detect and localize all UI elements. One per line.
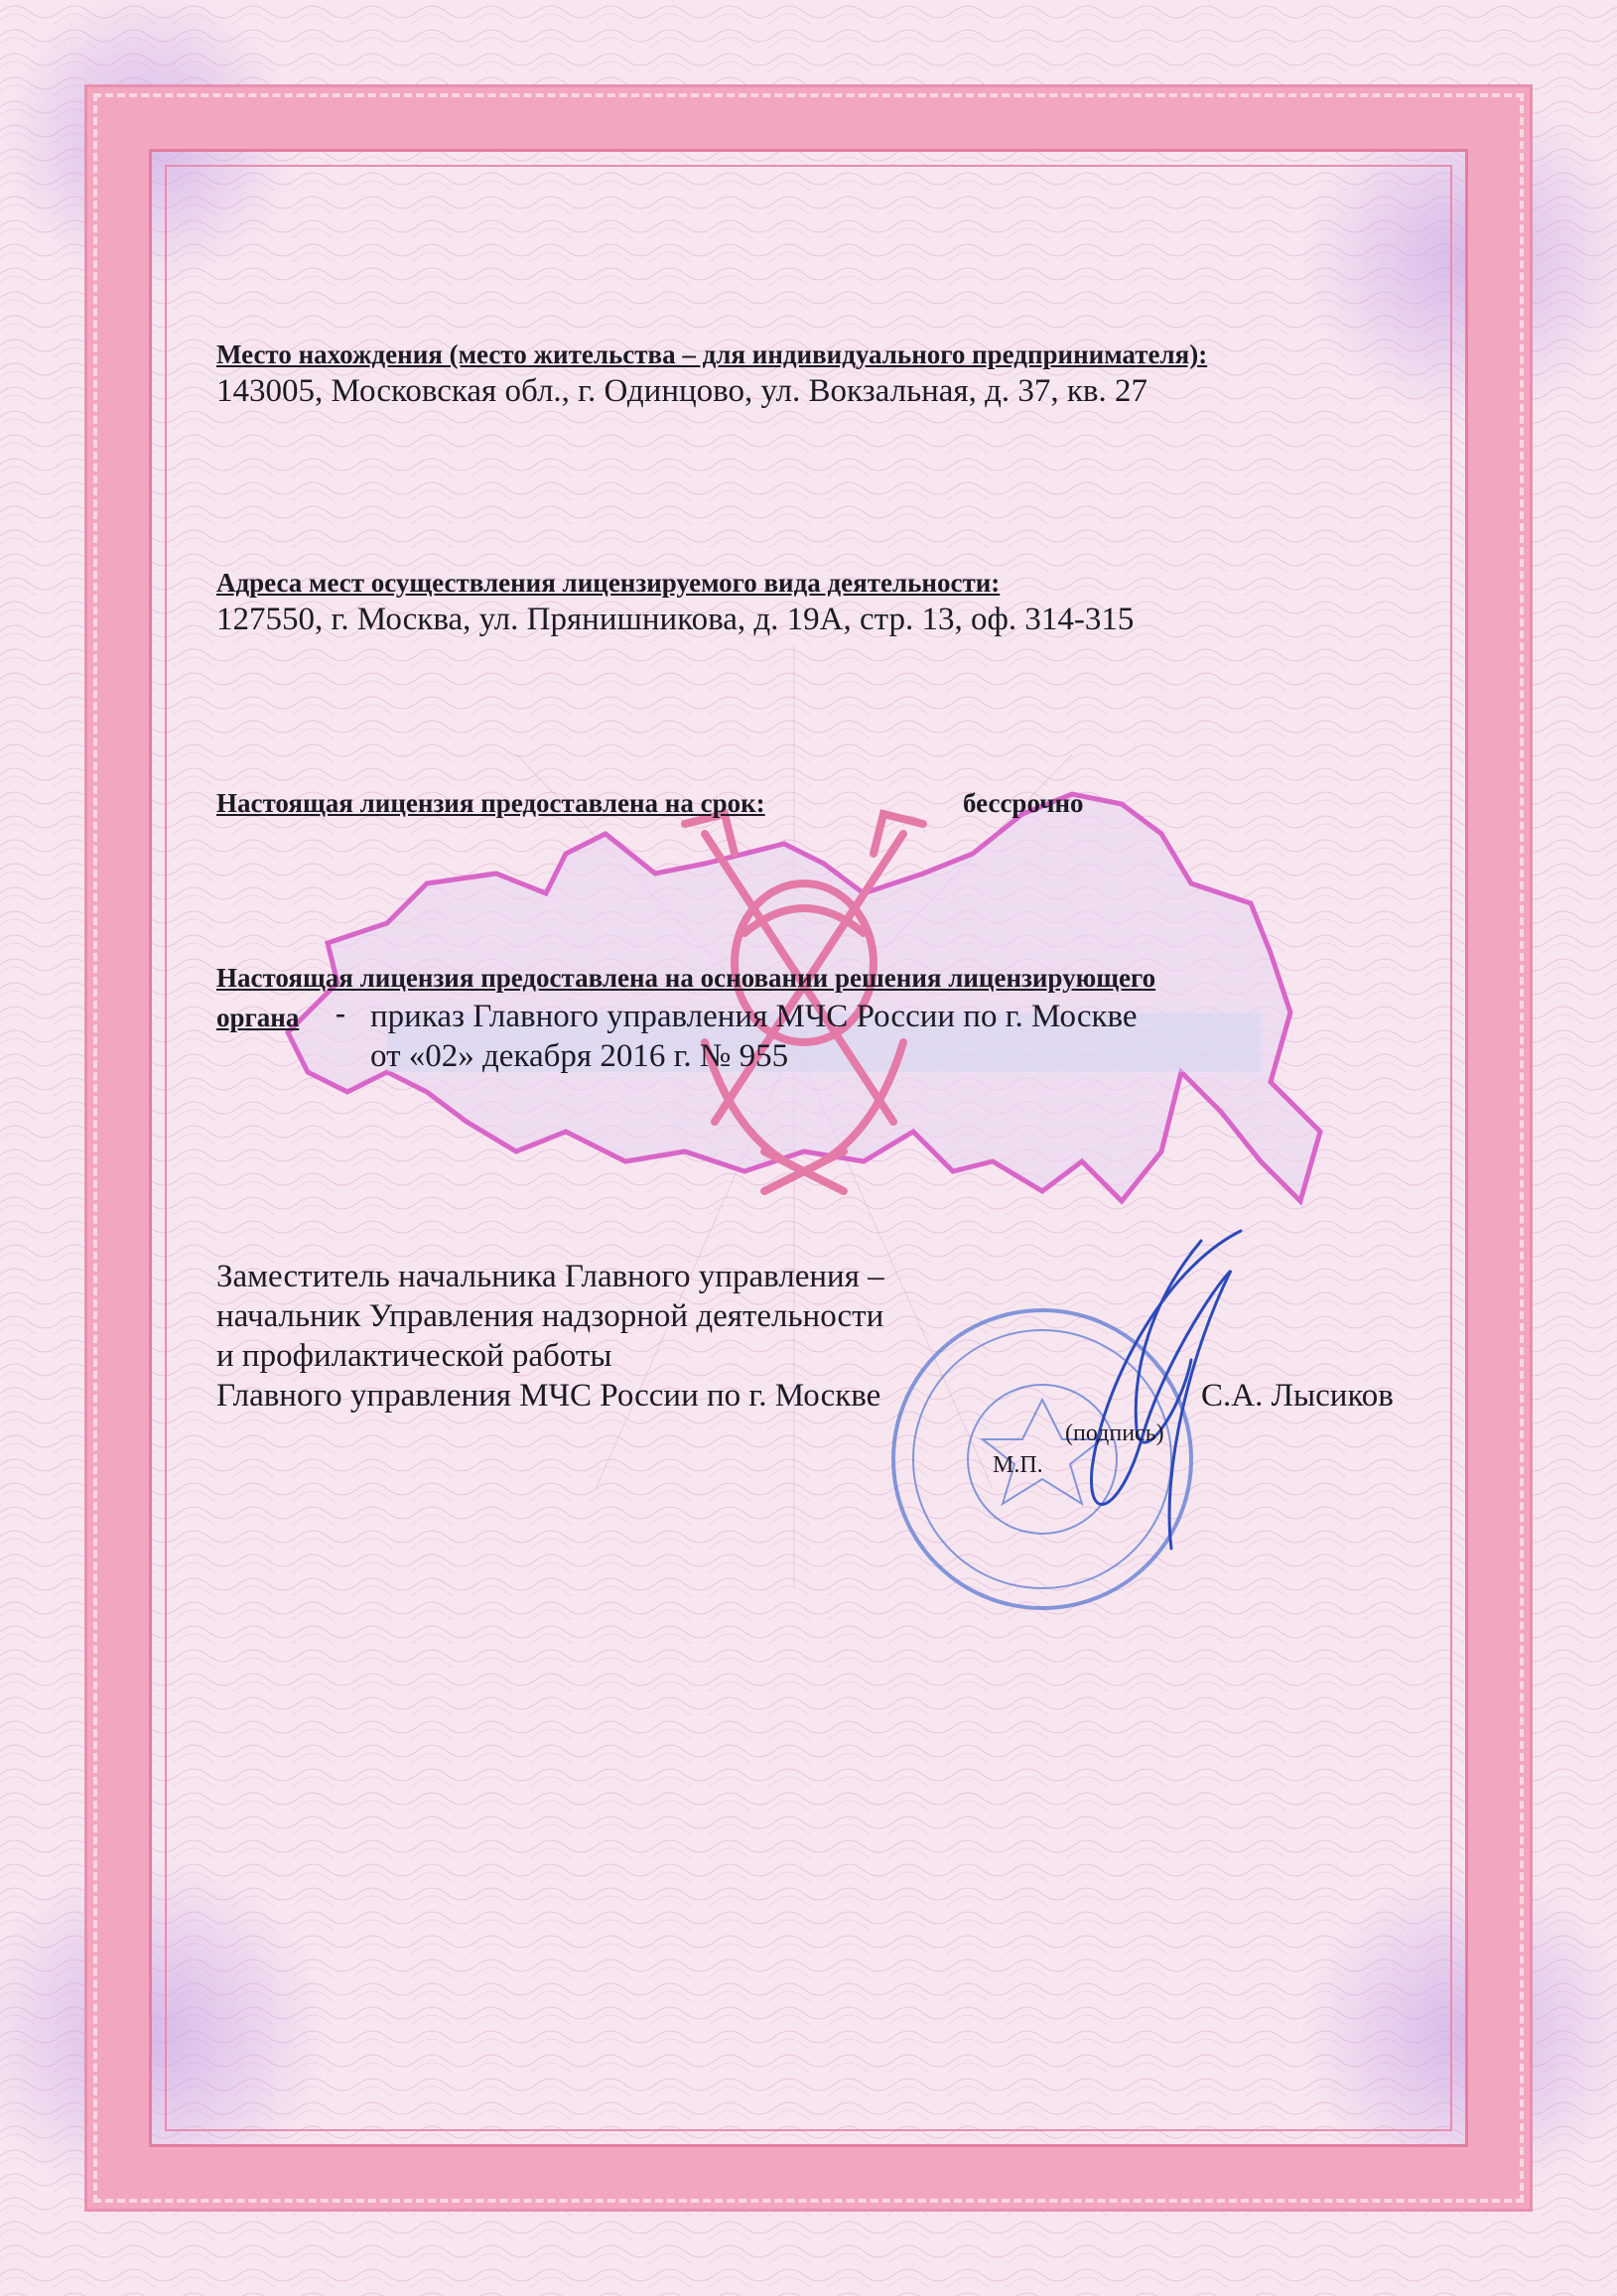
basis-section [216, 961, 1437, 1100]
location-section [216, 338, 1207, 411]
basis-label-line1: Настоящая лицензия предоставлена на основании решения лицензирующего [216, 963, 1156, 993]
basis-dash: - [336, 997, 345, 1029]
basis-label-line2: органа [216, 1003, 300, 1032]
term-label: Настоящая лицензия предоставлена на срок: [216, 788, 765, 818]
activity-address-label: Адреса мест осуществления лицензируемого вида деятельности: [216, 568, 1001, 598]
term-value: бессрочно [963, 788, 1084, 818]
signature-caption: (подпись) [1065, 1420, 1164, 1446]
signature-section [216, 1257, 1437, 1515]
location-label: Место нахождения (место жительства – для индивидуального предпринимателя): [216, 339, 1208, 369]
basis-order-line2: от «02» декабря 2016 г. № 955 [370, 1038, 789, 1074]
activity-address-section [216, 566, 1134, 639]
term-section [216, 786, 1308, 826]
seal-caption: М.П. [993, 1452, 1043, 1478]
signer-name: С.А. Лысиков [1201, 1378, 1394, 1414]
basis-order-line1: приказ Главного управления МЧС России по г. Москве [370, 999, 1138, 1034]
signer-position-line1: Заместитель начальника Главного управления – [216, 1259, 884, 1294]
location-value: 143005, Московская обл., г. Одинцово, ул. Вокзальная, д. 37, кв. 27 [216, 373, 1148, 409]
signer-position-line3: и профилактической работы [216, 1338, 612, 1374]
signer-position-line2: начальник Управления надзорной деятельности [216, 1298, 884, 1334]
activity-address-value: 127550, г. Москва, ул. Прянишникова, д. 19А, стр. 13, оф. 314-315 [216, 602, 1135, 637]
signer-position-line4: Главного управления МЧС России по г. Москве [216, 1378, 881, 1414]
